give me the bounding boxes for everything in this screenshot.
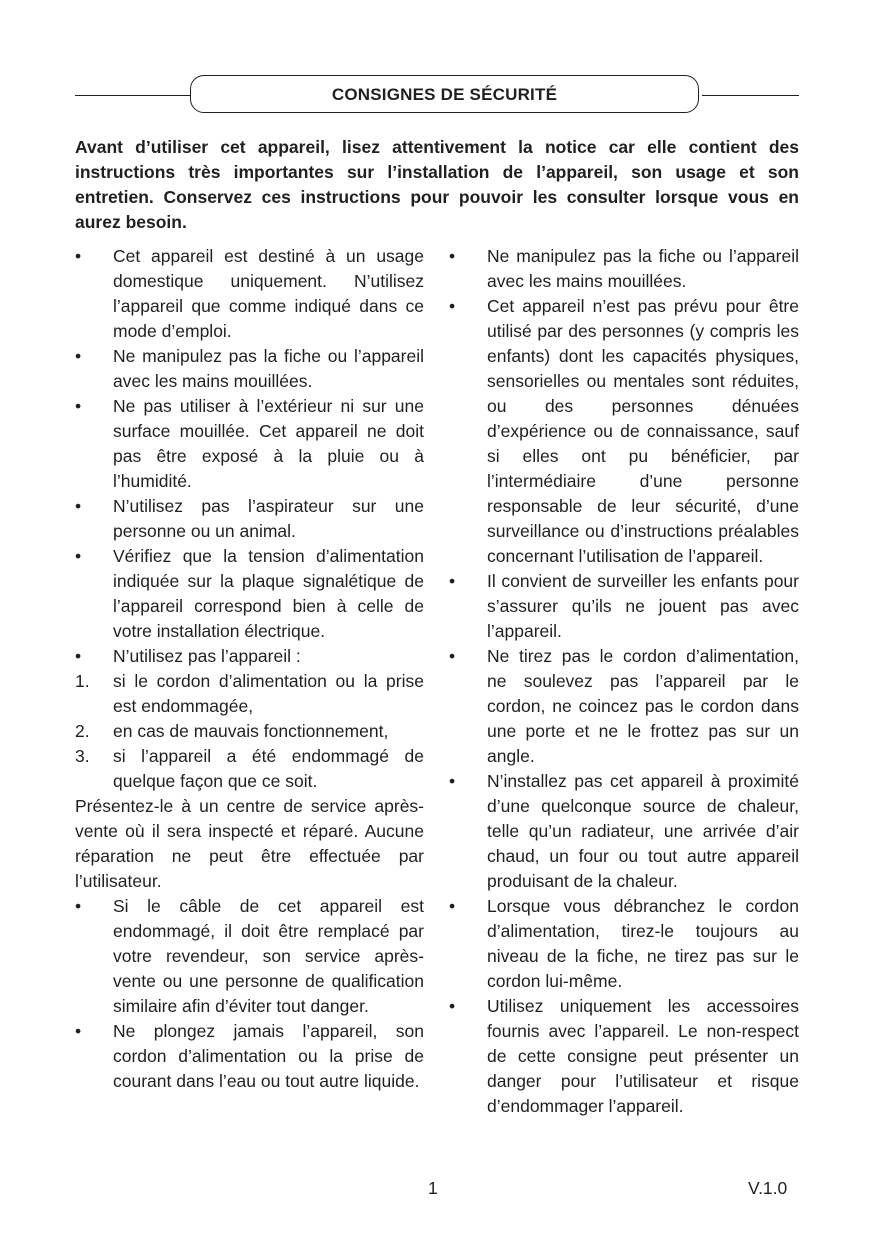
list-item — [449, 569, 799, 644]
list-item — [449, 644, 799, 769]
item-number: 1. — [75, 671, 90, 691]
list-item — [449, 244, 799, 294]
numbered-item-text: en cas de mauvais fonctionnement, — [113, 721, 389, 741]
list-item-text: Ne manipulez pas la fiche ou l’appareil avec les mains mouillées. — [113, 346, 424, 391]
list-item-text: N’utilisez pas l’appareil : — [113, 646, 301, 666]
list-item — [449, 294, 799, 569]
version-label: V.1.0 — [748, 1178, 788, 1198]
section-header — [75, 75, 799, 117]
list-item-text: Cet appareil est destiné à un usage domestique uniquement. N’utilisez l’appareil que comme indiqué dans ce mode d’emploi. — [113, 246, 424, 341]
list-item-text: Ne tirez pas le cordon d’alimentation, ne soulevez pas l’appareil par le cordon, ne coincez pas le cordon dans une porte et ne le frottez pas sur un angle. — [487, 646, 799, 766]
list-item — [75, 244, 424, 344]
list-item — [75, 644, 424, 669]
bullet-marker: • — [449, 996, 456, 1016]
list-item — [449, 994, 799, 1119]
bullet-marker: • — [75, 546, 82, 566]
service-paragraph: Présentez-le à un centre de service après-vente où il sera inspecté et réparé. Aucune réparation ne peut être effectuée par l’utilisateur. — [75, 796, 424, 891]
bullet-marker: • — [75, 896, 82, 916]
list-item — [75, 344, 424, 394]
numbered-item — [75, 669, 424, 719]
item-number: 3. — [75, 746, 90, 766]
page-number: 1 — [428, 1178, 438, 1198]
bullet-marker: • — [75, 396, 82, 416]
list-item-text: Vérifiez que la tension d’alimentation indiquée sur la plaque signalétique de l’appareil correspond bien à celle de votre installation électrique. — [113, 546, 424, 641]
list-item-text: Si le câble de cet appareil est endommagé, il doit être remplacé par votre revendeur, son service après-vente ou une personne de qualification similaire afin d’éviter tout danger. — [113, 896, 424, 1016]
bullet-marker: • — [449, 246, 456, 266]
numbered-item — [75, 744, 424, 794]
list-item — [75, 894, 424, 1019]
left-column — [75, 244, 424, 1094]
numbered-item-text: si le cordon d’alimentation ou la prise est endommagée, — [113, 671, 424, 716]
right-column — [449, 244, 799, 1119]
list-item-text: Il convient de surveiller les enfants pour s’assurer qu’ils ne jouent pas avec l’appareil. — [487, 571, 799, 641]
bullet-marker: • — [75, 646, 82, 666]
bullet-marker: • — [75, 346, 82, 366]
list-item — [449, 894, 799, 994]
page-title: CONSIGNES DE SÉCURITÉ — [331, 85, 558, 104]
list-item-text: N’installez pas cet appareil à proximité d’une quelconque source de chaleur, telle qu’un radiateur, une arrivée d’air chaud, un four ou tout autre appareil produisant de la chaleur. — [487, 771, 799, 891]
list-item-text: N’utilisez pas l’aspirateur sur une personne ou un animal. — [113, 496, 424, 541]
list-item-text: Ne manipulez pas la fiche ou l’appareil avec les mains mouillées. — [487, 246, 799, 291]
bullet-marker: • — [449, 771, 456, 791]
bullet-marker: • — [75, 1021, 82, 1041]
list-item — [75, 1019, 424, 1094]
list-item — [75, 544, 424, 644]
bullet-marker: • — [449, 571, 456, 591]
item-number: 2. — [75, 721, 90, 741]
list-item-text: Ne plongez jamais l’appareil, son cordon d’alimentation ou la prise de courant dans l’eau ou tout autre liquide. — [113, 1021, 424, 1091]
bullet-marker: • — [75, 496, 82, 516]
header-rule-right — [702, 95, 799, 96]
list-item — [449, 769, 799, 894]
bullet-marker: • — [449, 896, 456, 916]
numbered-item — [75, 719, 424, 744]
list-item-text: Cet appareil n’est pas prévu pour être utilisé par des personnes (y compris les enfants) dont les capacités physiques, sensorielles ou mentales sont réduites, ou des personnes dénuées d’expérience ou de connaissance, sauf si elles ont pu bénéficier, par l’intermédiaire d’une personne responsable de leur sécurité, d’une surveillance ou d’instructions préalables concernant l’utilisation de l’appareil. — [487, 296, 799, 566]
list-item — [75, 394, 424, 494]
header-rule-left — [75, 95, 191, 96]
intro-paragraph: Avant d’utiliser cet appareil, lisez attentivement la notice car elle contient des instructions très importantes sur l’installation de l’appareil, son usage et son entretien. Conservez ces instructions pour pouvoir les consulter lorsque vous en aurez besoin. — [75, 137, 799, 232]
numbered-item-text: si l’appareil a été endommagé de quelque façon que ce soit. — [113, 746, 424, 791]
bullet-marker: • — [449, 646, 456, 666]
bullet-marker: • — [75, 246, 82, 266]
bullet-marker: • — [449, 296, 456, 316]
list-item-text: Utilisez uniquement les accessoires fournis avec l’appareil. Le non-respect de cette consigne peut présenter un danger pour l’utilisateur et risque d’endommager l’appareil. — [487, 996, 799, 1116]
list-item-text: Ne pas utiliser à l’extérieur ni sur une surface mouillée. Cet appareil ne doit pas être exposé à la pluie ou à l’humidité. — [113, 396, 424, 491]
list-item-text: Lorsque vous débranchez le cordon d’alimentation, tirez-le toujours au niveau de la fiche, ne tirez pas sur le cordon lui-même. — [487, 896, 799, 991]
list-item — [75, 494, 424, 544]
header-title-box — [190, 75, 699, 113]
